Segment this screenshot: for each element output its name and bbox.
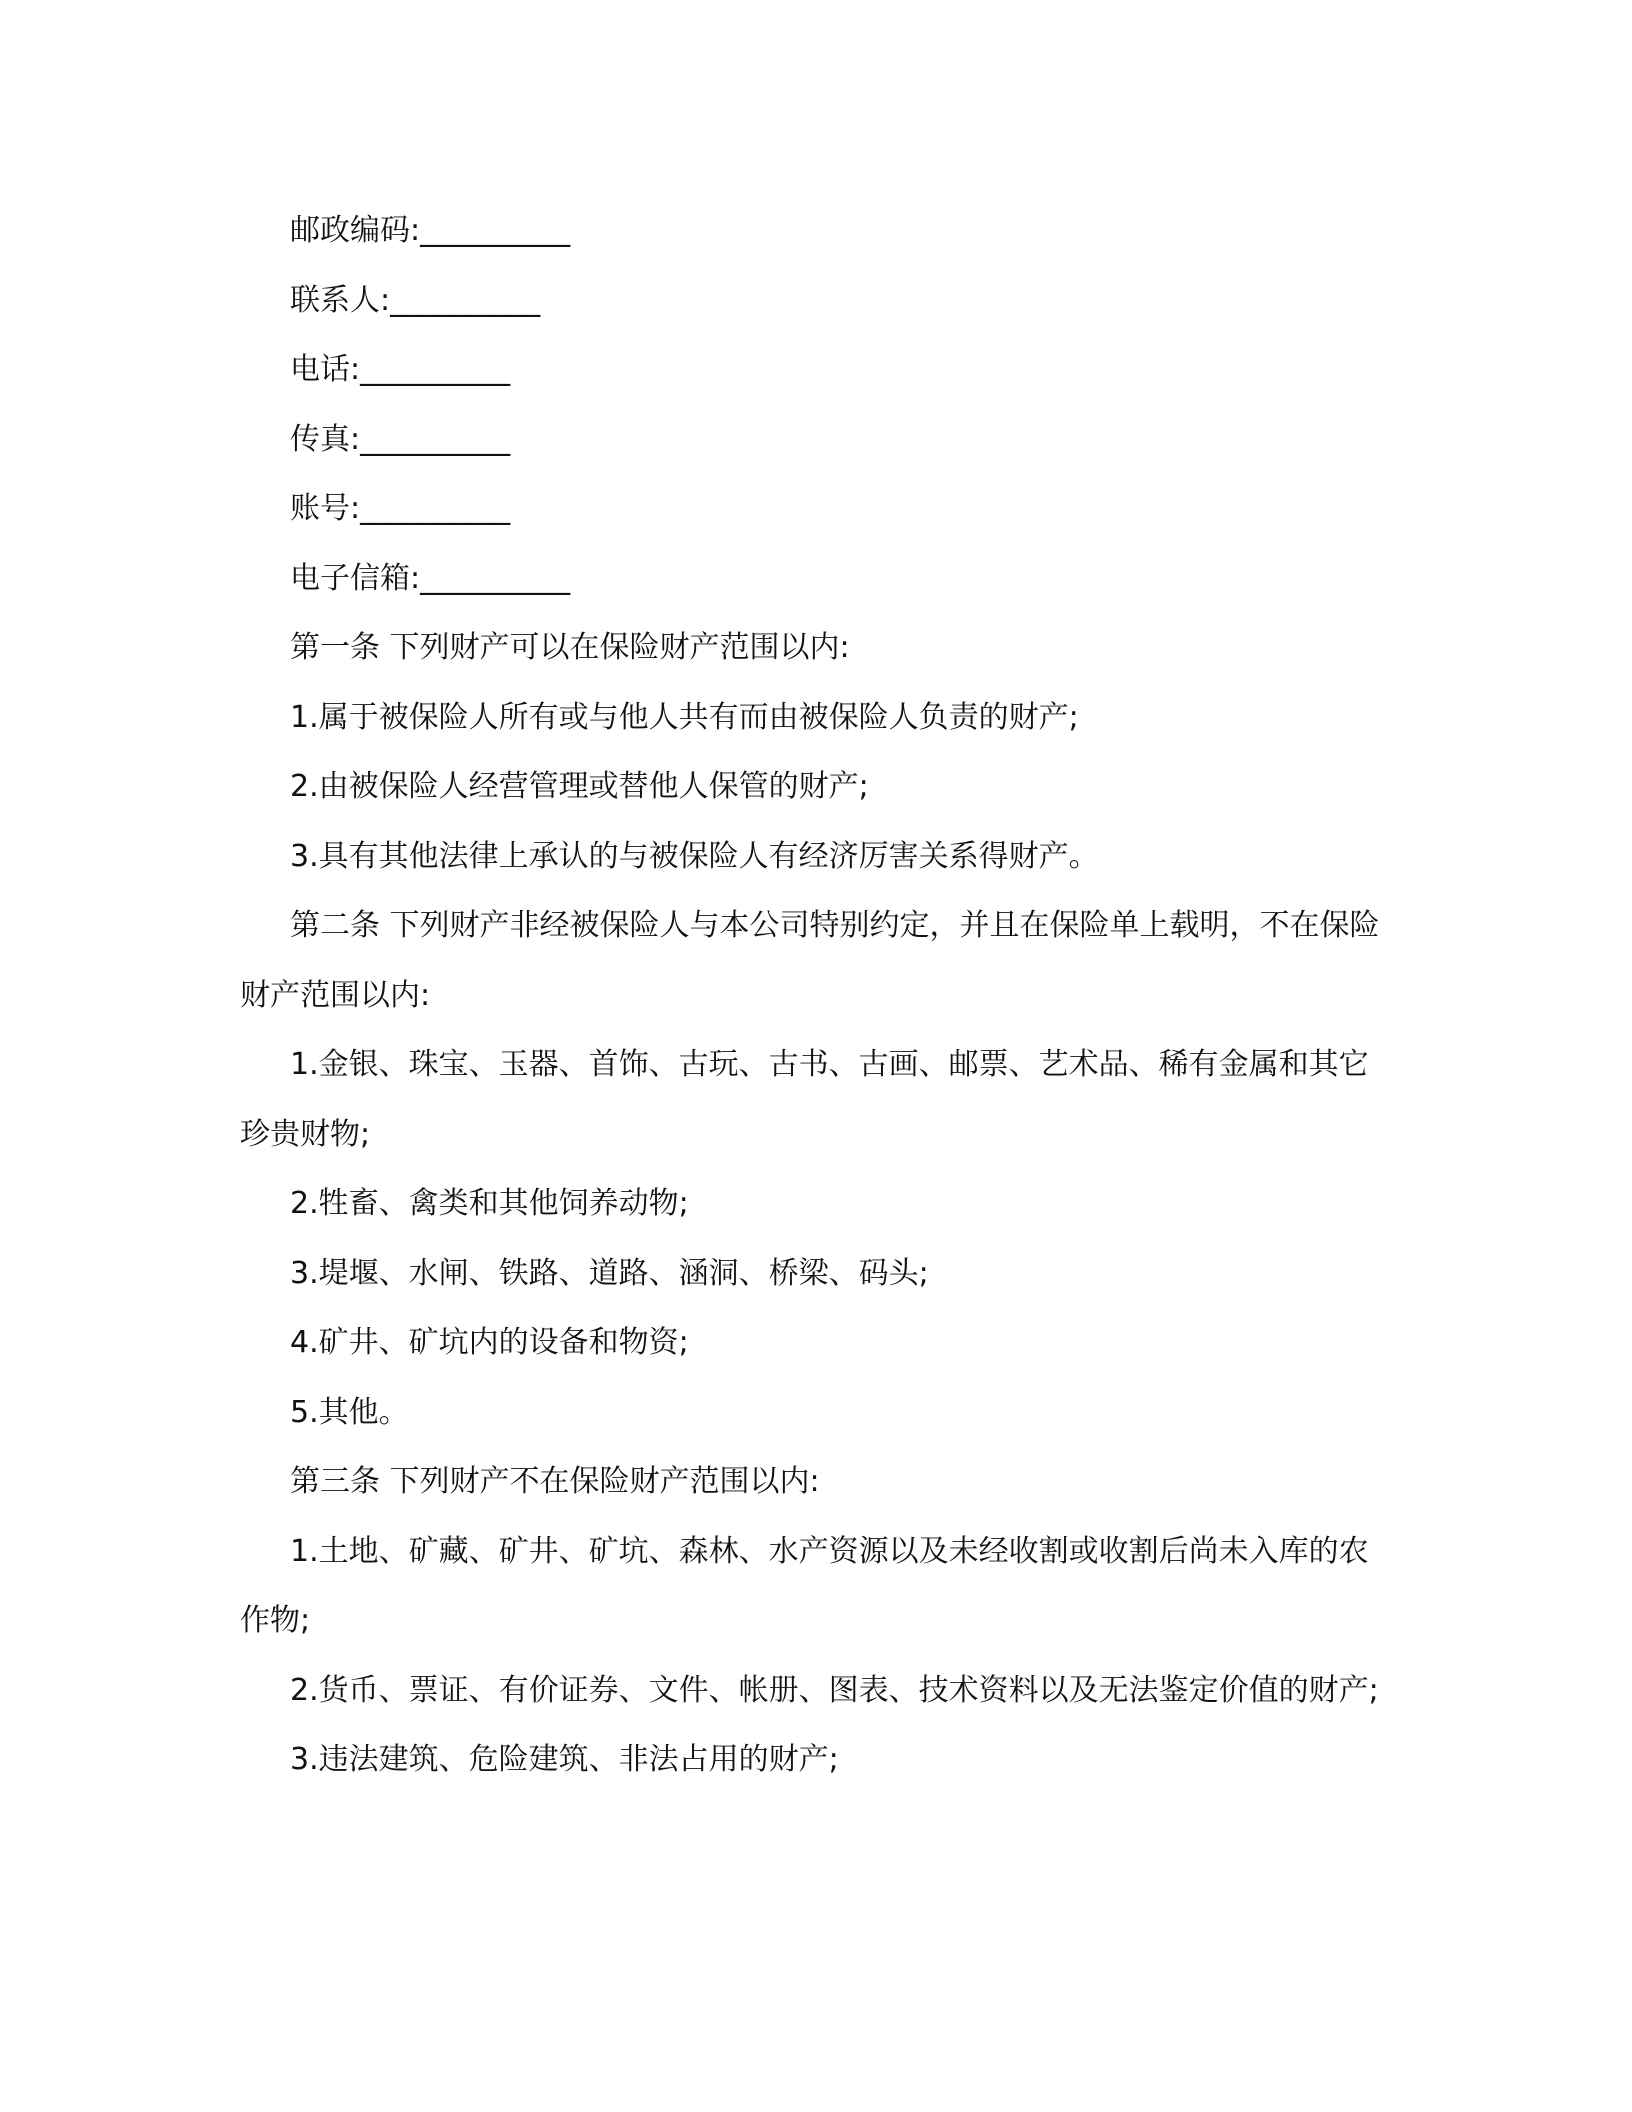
contact-person-field: 联系人:__________ (290, 282, 541, 318)
article-2-item-5: 5.其他。 (290, 1394, 409, 1430)
article-2-item-1: 1.金银、珠宝、玉器、首饰、古玩、古书、古画、邮票、艺术品、稀有金属和其它珍贵财物; (240, 1047, 1369, 1152)
postal-code-field: 邮政编码:__________ (290, 213, 571, 248)
article-3-item-2: 2.货币、票证、有价证券、文件、帐册、图表、技术资料以及无法鉴定价值的财产; (290, 1672, 1379, 1708)
article-1-heading: 第一条 下列财产可以在保险财产范围以内: (290, 630, 850, 665)
phone-field: 电话:__________ (290, 352, 511, 387)
article-2-item-3: 3.堤堰、水闸、铁路、道路、涵洞、桥梁、码头; (290, 1255, 929, 1291)
article-3-item-3: 3.违法建筑、危险建筑、非法占用的财产; (290, 1742, 839, 1777)
article-1-item-2: 2.由被保险人经营管理或替他人保管的财产; (290, 769, 869, 804)
account-number-field: 账号:__________ (290, 491, 511, 526)
article-1-item-3: 3.具有其他法律上承认的与被保险人有经济厉害关系得财产。 (290, 838, 1099, 874)
article-3-heading: 第三条 下列财产不在保险财产范围以内: (290, 1464, 820, 1499)
article-3-item-1: 1.土地、矿藏、矿井、矿坑、森林、水产资源以及未经收割或收割后尚未入库的农作物; (240, 1533, 1369, 1638)
article-2-item-4: 4.矿井、矿坑内的设备和物资; (290, 1325, 689, 1360)
document-body (240, 196, 1380, 1795)
article-2-item-2: 2.牲畜、禽类和其他饲养动物; (290, 1186, 689, 1221)
fax-field: 传真:__________ (290, 421, 511, 457)
article-2-heading: 第二条 下列财产非经被保险人与本公司特别约定，并且在保险单上载明，不在保险财产范围以内: (240, 908, 1380, 1013)
article-1-item-1: 1.属于被保险人所有或与他人共有而由被保险人负责的财产; (290, 699, 1079, 735)
email-field: 电子信箱:__________ (290, 560, 571, 596)
